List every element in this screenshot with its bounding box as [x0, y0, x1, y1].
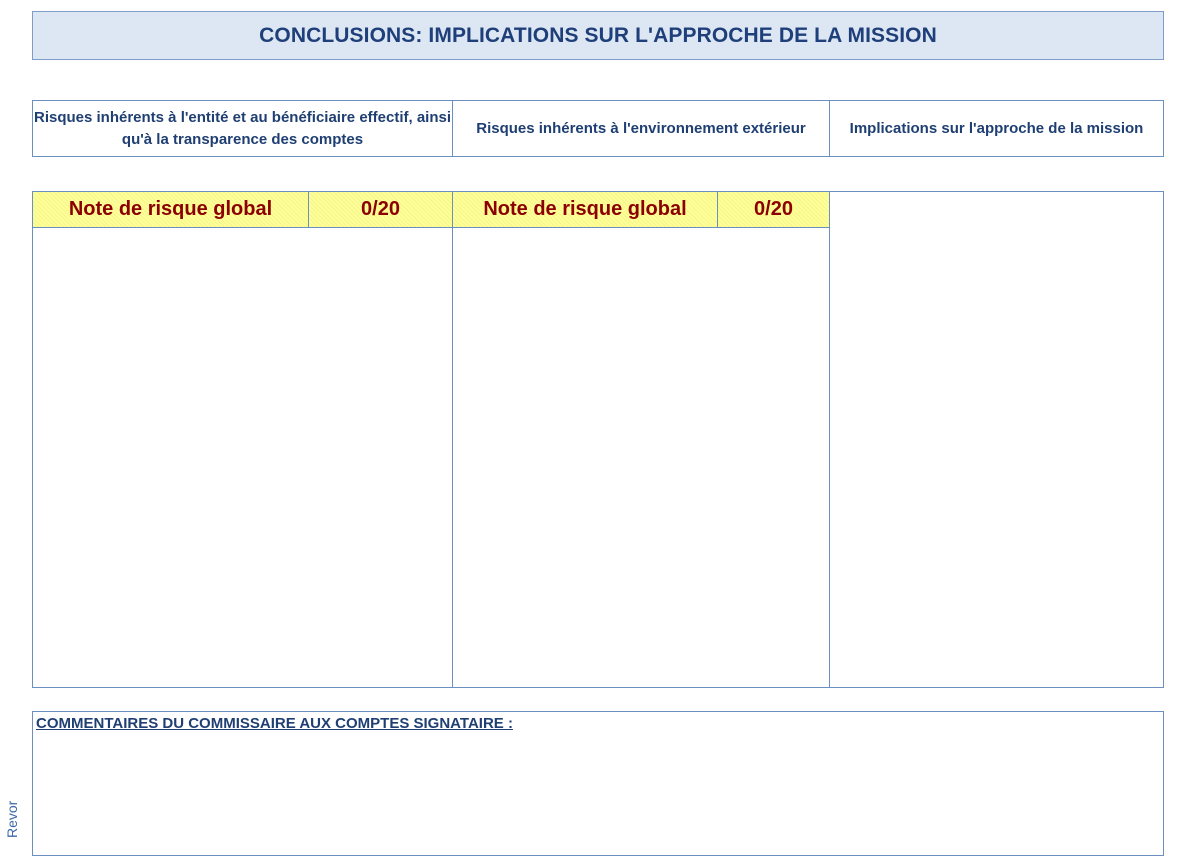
- score-label: Note de risque global: [33, 192, 309, 227]
- external-risks-column[interactable]: [453, 192, 830, 687]
- score-value: 0/20: [361, 198, 400, 220]
- score-row-external: [453, 192, 829, 228]
- header-entity-risks: Risques inhérents à l'entité et au bénéficiaire effectif, ainsi qu'à la transparence des comptes: [33, 101, 453, 156]
- score-value: 0/20: [754, 198, 793, 220]
- entity-risks-column[interactable]: [33, 192, 453, 687]
- conclusions-grid: [32, 191, 1164, 688]
- score-row-entity: [33, 192, 452, 228]
- page-title: CONCLUSIONS: IMPLICATIONS SUR L'APPROCHE DE LA MISSION: [32, 11, 1164, 60]
- comments-label: COMMENTAIRES DU COMMISSAIRE AUX COMPTES SIGNATAIRE :: [36, 715, 513, 732]
- mission-implications-column[interactable]: [830, 192, 1163, 687]
- header-external-risks: Risques inhérents à l'environnement extérieur: [453, 101, 830, 156]
- header-mission-implications: Implications sur l'approche de la mission: [849, 119, 1144, 137]
- side-text: Revor: [4, 800, 20, 838]
- comments-box[interactable]: [32, 711, 1164, 856]
- score-label: Note de risque global: [453, 192, 718, 227]
- header-row: [32, 100, 1164, 157]
